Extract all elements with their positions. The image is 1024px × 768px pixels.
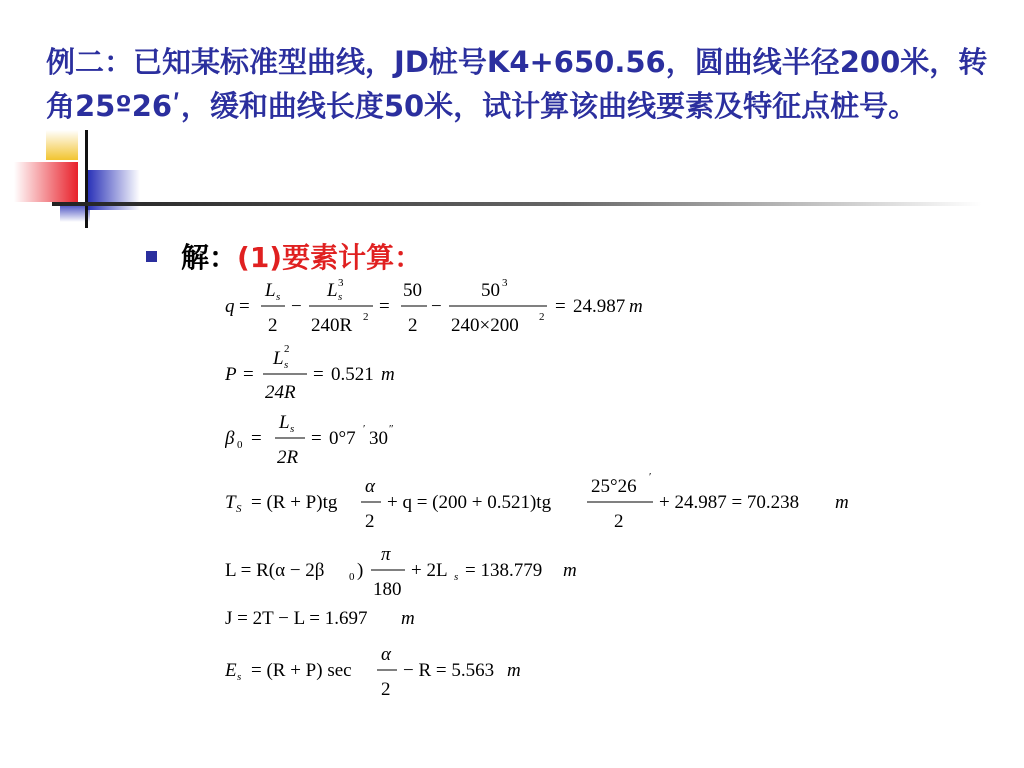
T-lhs-sub: S bbox=[236, 503, 242, 515]
E-lhs-sub: s bbox=[237, 671, 242, 683]
formula-block bbox=[225, 278, 1005, 708]
q-minus2: − bbox=[431, 296, 442, 317]
L-expr1b: ) bbox=[357, 560, 364, 581]
beta-result-deg: 0°7 bbox=[329, 428, 356, 449]
solution-bullet bbox=[146, 236, 422, 276]
formula-E bbox=[225, 644, 521, 700]
q-eq: = bbox=[239, 296, 250, 317]
E-expr2: − R = 5.563 bbox=[403, 660, 495, 681]
q-t2-den-sup: 2 bbox=[363, 311, 369, 323]
L-sub2: s bbox=[454, 571, 459, 583]
q-t3-num: 50 bbox=[403, 280, 422, 301]
q-unit: m bbox=[629, 296, 643, 317]
L-expr3: = 138.779 bbox=[465, 560, 543, 581]
P-num: L bbox=[273, 348, 284, 369]
E-expr1: = (R + P) sec bbox=[251, 660, 352, 681]
T-frac2-num: 25°26 bbox=[591, 476, 637, 497]
q-t1-num-sub: s bbox=[276, 291, 281, 303]
slide-title: 例二：已知某标准型曲线，JD桩号K4+650.56，圆曲线半径200米，转角25º26ʹ，缓和曲线长度50米，试计算该曲线要素及特征点桩号。 bbox=[46, 45, 988, 123]
q-result: 24.987 bbox=[573, 296, 626, 317]
E-lhs: E bbox=[225, 660, 237, 681]
q-t1-num: L bbox=[265, 280, 276, 301]
deco-vertical-line bbox=[85, 130, 88, 228]
deco-red-square bbox=[14, 162, 78, 202]
L-expr1: L = R(α − 2β bbox=[225, 560, 325, 581]
L-expr2: + 2L bbox=[411, 560, 448, 581]
E-frac-num: α bbox=[381, 644, 391, 665]
beta-num: L bbox=[279, 412, 290, 433]
q-t2-den: 240R bbox=[311, 315, 353, 336]
q-t4-den: 240×200 bbox=[451, 315, 519, 336]
P-num-sub: s bbox=[284, 359, 289, 371]
J-unit: m bbox=[401, 608, 415, 629]
q-minus: − bbox=[291, 296, 302, 317]
L-frac-den: 180 bbox=[373, 579, 402, 600]
deco-yellow-square bbox=[46, 130, 78, 160]
beta-lhs-sub: 0 bbox=[237, 439, 243, 451]
T-frac1-den: 2 bbox=[365, 511, 375, 532]
q-t4-num: 50 bbox=[481, 280, 500, 301]
beta-result-sec: 30 bbox=[369, 428, 388, 449]
beta-eq: = bbox=[251, 428, 262, 449]
deco-divider-line bbox=[52, 202, 982, 206]
T-unit: m bbox=[835, 492, 849, 513]
T-frac2-den: 2 bbox=[614, 511, 624, 532]
E-unit: m bbox=[507, 660, 521, 681]
q-t2-num-sup: 3 bbox=[338, 278, 344, 289]
L-frac-num: π bbox=[381, 544, 391, 565]
L-unit: m bbox=[563, 560, 577, 581]
beta-den: 2R bbox=[277, 447, 299, 468]
T-frac1-num: α bbox=[365, 476, 375, 497]
q-t4-den-sup: 2 bbox=[539, 311, 545, 323]
beta-result-sec-mark: ʺ bbox=[389, 423, 394, 435]
q-t2-num: L bbox=[327, 280, 338, 301]
formula-P bbox=[225, 343, 395, 403]
beta-result-min-mark: ʹ bbox=[363, 423, 366, 435]
q-eq3: = bbox=[555, 296, 566, 317]
decorative-header-graphic bbox=[0, 130, 1024, 230]
J-expr: J = 2T − L = 1.697 bbox=[225, 608, 368, 629]
L-sub1: 0 bbox=[349, 571, 355, 583]
P-den: 24R bbox=[265, 382, 296, 403]
P-result: 0.521 bbox=[331, 364, 374, 385]
solution-label: 解： bbox=[181, 241, 238, 274]
formula-beta bbox=[225, 412, 393, 468]
bullet-square-icon bbox=[146, 251, 157, 262]
T-expr1: = (R + P)tg bbox=[251, 492, 338, 513]
T-lhs: T bbox=[225, 492, 236, 513]
P-num-sup: 2 bbox=[284, 343, 290, 355]
formula-T bbox=[225, 471, 849, 532]
beta-num-sub: s bbox=[290, 423, 295, 435]
formula-L bbox=[225, 544, 577, 600]
q-t1-den: 2 bbox=[268, 315, 278, 336]
formula-J bbox=[225, 608, 415, 629]
T-expr3: + 24.987 = 70.238 bbox=[659, 492, 800, 513]
P-unit: m bbox=[381, 364, 395, 385]
q-t4-num-sup: 3 bbox=[502, 278, 508, 289]
step-label: (1)要素计算： bbox=[237, 241, 423, 274]
formula-q bbox=[225, 278, 643, 336]
q-eq2: = bbox=[379, 296, 390, 317]
q-lhs: q bbox=[225, 296, 235, 317]
E-frac-den: 2 bbox=[381, 679, 391, 700]
T-expr2: + q = (200 + 0.521)tg bbox=[387, 492, 552, 513]
P-eq2: = bbox=[313, 364, 324, 385]
T-frac2-num-mark: ʹ bbox=[649, 471, 652, 483]
P-eq: = bbox=[243, 364, 254, 385]
q-t3-den: 2 bbox=[408, 315, 418, 336]
P-lhs: P bbox=[225, 364, 237, 385]
q-t2-num-sub: s bbox=[338, 291, 343, 303]
beta-lhs: β bbox=[225, 428, 235, 449]
beta-eq2: = bbox=[311, 428, 322, 449]
